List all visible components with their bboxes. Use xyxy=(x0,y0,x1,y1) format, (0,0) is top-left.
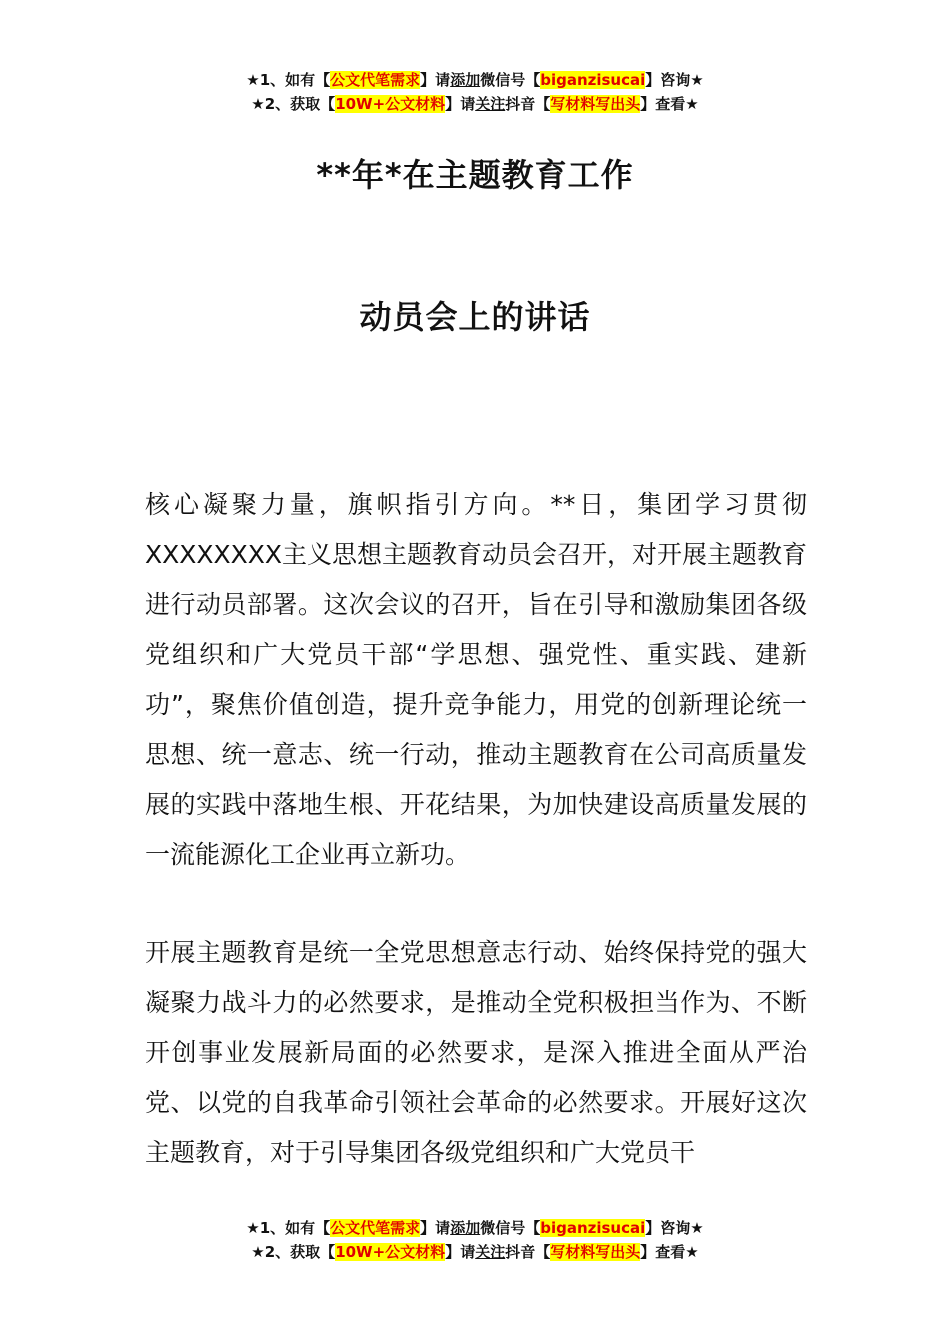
header-banner xyxy=(0,68,950,116)
body-paragraph: 核心凝聚力量，旗帜指引方向。**日，集团学习贯彻XXXXXXXX主义思想主题教育动员会召开，对开展主题教育进行动员部署。这次会议的召开，旨在引导和激励集团各级党组织和广大党员干部“学思想、强党性、重实践、建新功”，聚焦价值创造，提升竞争能力，用党的创新理论统一思想、统一意志、统一行动，推动主题教育在公司高质量发展的实践中落地生根、开花结果，为加快建设高质量发展的一流能源化工企业再立新功。 xyxy=(145,490,808,869)
banner-wechat-id: biganzisucai xyxy=(540,71,646,89)
banner-text: 抖音【 xyxy=(505,95,551,113)
banner-line-1 xyxy=(0,68,950,92)
banner-line-2 xyxy=(0,92,950,116)
banner-text: 】请 xyxy=(445,95,476,113)
banner-text: 微信号【 xyxy=(480,71,541,89)
banner-text: ★2、获取【 xyxy=(251,1243,336,1261)
banner-text: ★2、获取【 xyxy=(251,95,336,113)
banner-underlined-text: 关注 xyxy=(475,95,506,113)
banner-line-1 xyxy=(0,1216,950,1240)
banner-text: 抖音【 xyxy=(505,1243,551,1261)
banner-underlined-text: 关注 xyxy=(475,1243,506,1261)
banner-wechat-id: biganzisucai xyxy=(540,1219,646,1237)
document-title: **年*在主题教育工作 xyxy=(316,156,634,194)
banner-text: 】请 xyxy=(420,71,451,89)
banner-text: 微信号【 xyxy=(480,1219,541,1237)
footer-banner xyxy=(0,1216,950,1264)
banner-text: ★1、如有【 xyxy=(246,71,331,89)
document-subtitle: 动员会上的讲话 xyxy=(359,298,591,336)
body-paragraph: 开展主题教育是统一全党思想意志行动、始终保持党的强大凝聚力战斗力的必然要求，是推动全党积极担当作为、不断开创事业发展新局面的必然要求，是深入推进全面从严治党、以党的自我革命引领社会革命的必然要求。开展好这次主题教育，对于引导集团各级党组织和广大党员干 xyxy=(145,938,807,1167)
banner-highlight: 10W+公文材料 xyxy=(335,1243,446,1261)
banner-douyin-id: 写材料写出头 xyxy=(550,1243,641,1261)
banner-text: 】请 xyxy=(445,1243,476,1261)
banner-text: 】查看★ xyxy=(640,1243,699,1261)
banner-underlined-text: 添加 xyxy=(450,71,481,89)
banner-highlight: 10W+公文材料 xyxy=(335,95,446,113)
banner-highlight: 公文代笔需求 xyxy=(330,1219,421,1237)
banner-text: 】咨询★ xyxy=(645,1219,704,1237)
banner-text: 】请 xyxy=(420,1219,451,1237)
banner-douyin-id: 写材料写出头 xyxy=(550,95,641,113)
banner-text: 】咨询★ xyxy=(645,71,704,89)
banner-text: ★1、如有【 xyxy=(246,1219,331,1237)
banner-text: 】查看★ xyxy=(640,95,699,113)
banner-line-2 xyxy=(0,1240,950,1264)
banner-underlined-text: 添加 xyxy=(450,1219,481,1237)
banner-highlight: 公文代笔需求 xyxy=(330,71,421,89)
